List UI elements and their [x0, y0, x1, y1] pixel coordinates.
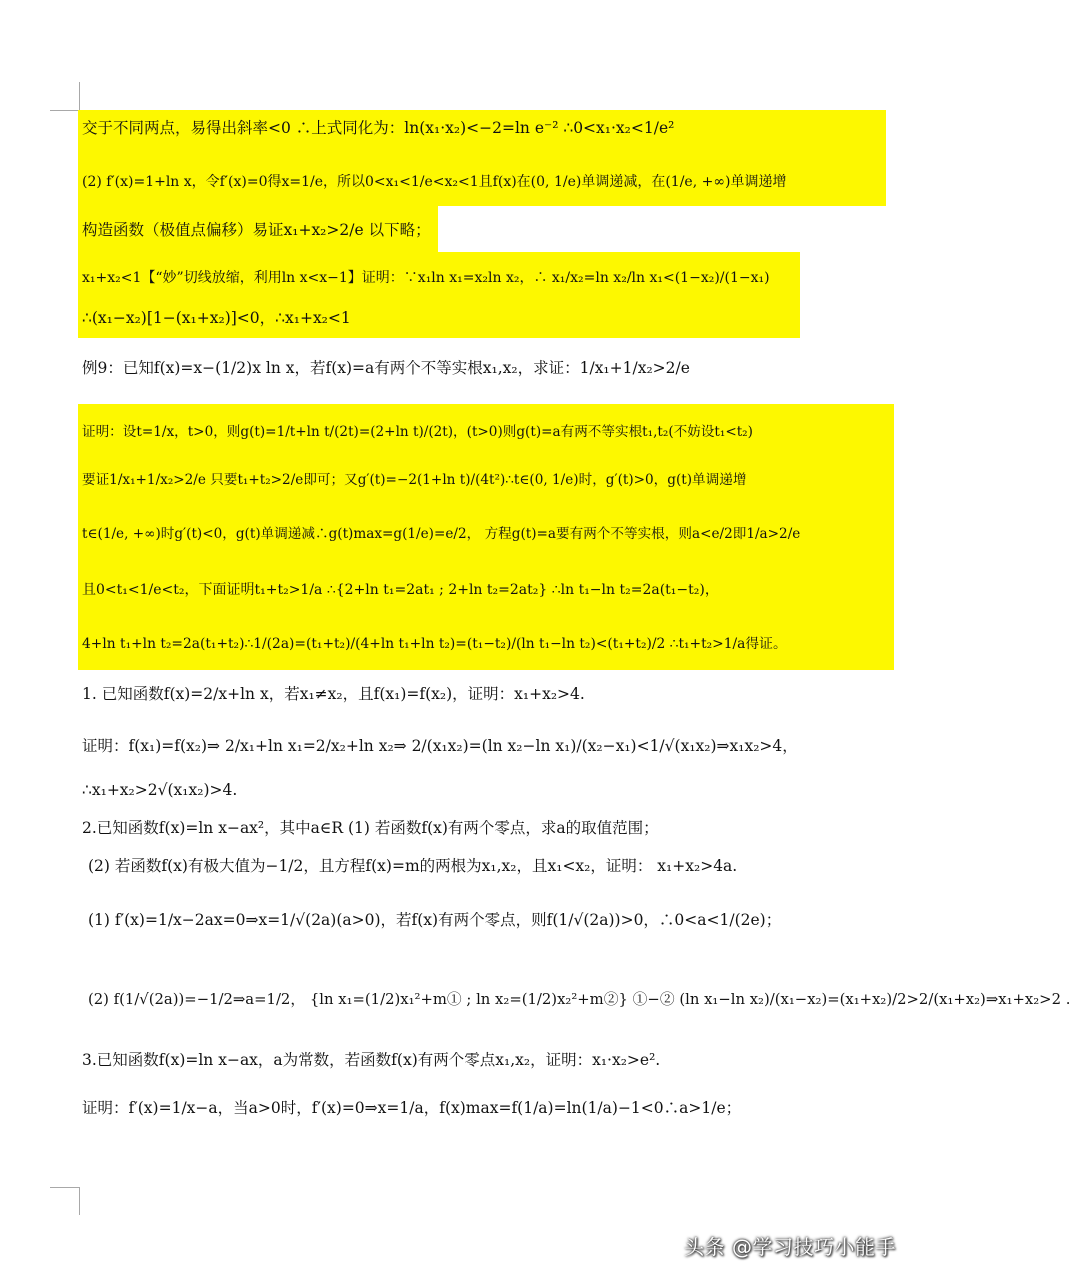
block2-line-2: 要证1/x₁+1/x₂>2/e 只要t₁+t₂>2/e即可；又g′(t)=−2(1+ln t)/(4t²)∴t∈(0, 1/e)时，g′(t)>0，g(t)单调递增: [82, 472, 747, 488]
problem1-conclusion: ∴x₁+x₂>2√(x₁x₂)>4.: [82, 781, 238, 799]
block1-line-4: x₁+x₂<1【“妙”切线放缩，利用ln x<x−1】证明：∵x₁ln x₁=x₂ln x₂，∴ x₁/x₂=ln x₂/ln x₁<(1−x₂)/(1−x₁): [82, 270, 770, 286]
example9-statement: 例9：已知f(x)=x−(1/2)x ln x，若f(x)=a有两个不等实根x₁,x₂，求证：1/x₁+1/x₂>2/e: [82, 359, 690, 377]
problem1-proof: 证明：f(x₁)=f(x₂)⇒ 2/x₁+ln x₁=2/x₂+ln x₂⇒ 2/(x₁x₂)=(ln x₂−ln x₁)/(x₂−x₁)<1/√(x₁x₂)⇒x₁x₂>4，: [82, 737, 798, 755]
block2-line-3: t∈(1/e, +∞)时g′(t)<0，g(t)单调递减∴g(t)max=g(1/e)=e/2， 方程g(t)=a要有两个不等实根，则a<e/2即1/a>2/e: [82, 526, 801, 542]
problem3-proof: 证明：f′(x)=1/x−a，当a>0时，f′(x)=0⇒x=1/a，f(x)max=f(1/a)=ln(1/a)−1<0∴a>1/e；: [82, 1099, 742, 1117]
block2-line-5: 4+ln t₁+ln t₂=2a(t₁+t₂)∴1/(2a)=(t₁+t₂)/(4+ln t₁+ln t₂)=(t₁−t₂)/(ln t₁−ln t₂)<(t₁+t₂)/2 ∴t₁+t₂>1/a得证。: [82, 636, 787, 652]
problem2-part2: (2) 若函数f(x)有极大值为−1/2，且方程f(x)=m的两根为x₁,x₂，且x₁<x₂，证明： x₁+x₂>4a.: [88, 857, 738, 875]
crop-mark-bottom-vertical: [79, 1187, 80, 1215]
block2-line-4: 且0<t₁<1/e<t₂，下面证明t₁+t₂>1/a ∴{2+ln t₁=2at₁ ; 2+ln t₂=2at₂} ∴ln t₁−ln t₂=2a(t₁−t₂)，: [82, 582, 719, 598]
crop-mark-bottom-horizontal: [50, 1187, 80, 1188]
problem2-statement: 2.已知函数f(x)=ln x−ax²，其中a∈R (1) 若函数f(x)有两个零点，求a的取值范围；: [82, 819, 659, 837]
crop-mark-top-horizontal: [50, 110, 80, 111]
block1-line-2: (2) f′(x)=1+ln x，令f′(x)=0得x=1/e，所以0<x₁<1/e<x₂<1且f(x)在(0, 1/e)单调递减，在(1/e, +∞)单调递增: [82, 174, 787, 190]
watermark: 头条 @学习技巧小能手: [684, 1235, 896, 1259]
block1-line-1: 交于不同两点，易得出斜率<0 ∴上式同化为：ln(x₁·x₂)<−2=ln e⁻² ∴0<x₁·x₂<1/e²: [82, 119, 675, 137]
problem3-statement: 3.已知函数f(x)=ln x−ax，a为常数，若函数f(x)有两个零点x₁,x₂，证明：x₁·x₂>e².: [82, 1051, 661, 1069]
problem1-statement: 1. 已知函数f(x)=2/x+ln x，若x₁≠x₂，且f(x₁)=f(x₂)，证明：x₁+x₂>4.: [82, 685, 585, 703]
problem2-solution-2: (2) f(1/√(2a))=−1/2⇒a=1/2， {ln x₁=(1/2)x₁²+m① ; ln x₂=(1/2)x₂²+m②} ①−② (ln x₁−ln x₂)/(x₁−x₂)=(x₁+x₂)/2>2/(x₁+x₂)⇒x₁+x₂>2 .: [88, 991, 1070, 1008]
block2-line-1: 证明：设t=1/x，t>0，则g(t)=1/t+ln t/(2t)=(2+ln t)/(2t)，(t>0)则g(t)=a有两不等实根t₁,t₂(不妨设t₁<t₂): [82, 424, 753, 440]
block1-line-3: 构造函数（极值点偏移）易证x₁+x₂>2/e 以下略；: [82, 221, 431, 239]
crop-mark-top-vertical: [79, 82, 80, 112]
block1-line-5: ∴(x₁−x₂)[1−(x₁+x₂)]<0，∴x₁+x₂<1: [82, 309, 351, 327]
problem2-solution-1: (1) f′(x)=1/x−2ax=0⇒x=1/√(2a)(a>0)，若f(x)有两个零点，则f(1/√(2a))>0，∴0<a<1/(2e)；: [88, 911, 782, 929]
